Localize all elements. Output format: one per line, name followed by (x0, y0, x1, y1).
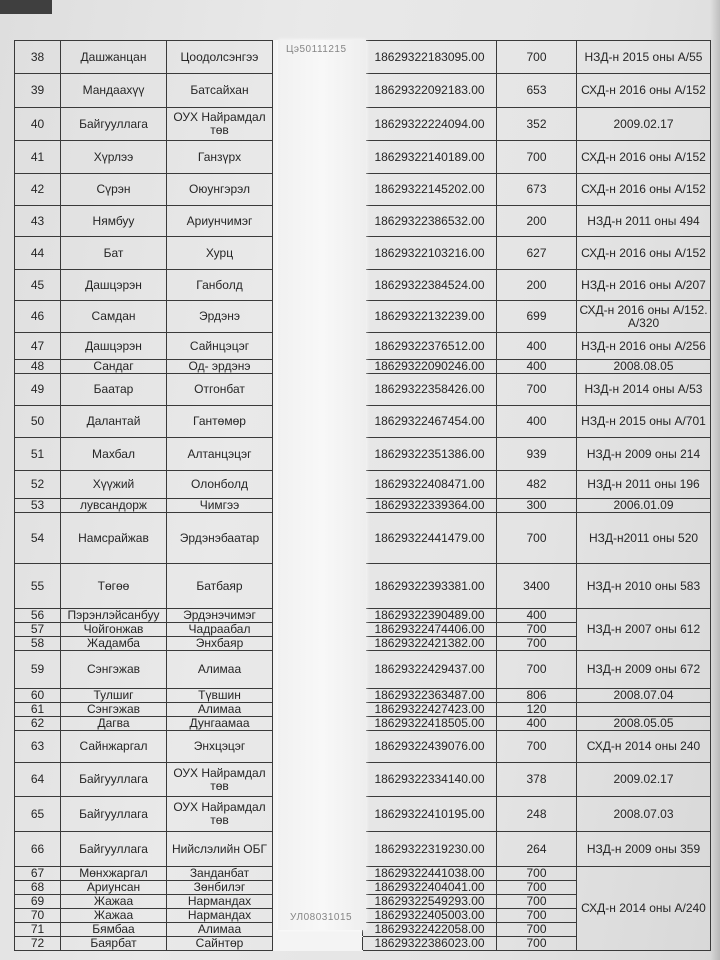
row-number-cell: 60 (15, 689, 61, 703)
name-cell: Эрдэнэбаатар (167, 513, 273, 564)
row-number-cell: 57 (15, 623, 61, 637)
amount-cell: 700 (497, 881, 577, 895)
amount-cell: 352 (497, 108, 577, 141)
redacted-id-cell (273, 937, 363, 951)
account-number-cell: 18629322410195.00 (363, 797, 497, 832)
account-number-cell: 18629322405003.00 (363, 909, 497, 923)
account-number-cell: 18629322351386.00 (363, 438, 497, 471)
decision-cell: НЗД-н2011 оны 520 (577, 513, 711, 564)
account-number-cell: 18629322404041.00 (363, 881, 497, 895)
name-cell: Гантөмөр (167, 406, 273, 438)
decision-cell: НЗД-н 2015 оны А/701 (577, 406, 711, 438)
account-number-cell: 18629322439076.00 (363, 731, 497, 763)
surname-cell: Сүрэн (61, 174, 167, 206)
amount-cell: 700 (497, 651, 577, 689)
row-number-cell: 70 (15, 909, 61, 923)
amount-cell: 700 (497, 141, 577, 174)
decision-cell: НЗД-н 2015 оны А/55 (577, 41, 711, 74)
surname-cell: Жадамба (61, 637, 167, 651)
name-cell: Батсайхан (167, 74, 273, 108)
row-number-cell: 44 (15, 237, 61, 270)
surname-cell: Нямбуу (61, 206, 167, 237)
surname-cell: Байгууллага (61, 108, 167, 141)
name-cell: Энхбаяр (167, 637, 273, 651)
decision-cell: НЗД-н 2009 оны 672 (577, 651, 711, 689)
name-cell: Чадраабал (167, 623, 273, 637)
name-cell: Цоодолсэнгээ (167, 41, 273, 74)
decision-cell: 2008.07.04 (577, 689, 711, 703)
name-cell: Отгонбат (167, 374, 273, 406)
amount-cell: 700 (497, 513, 577, 564)
name-cell: Ганзүрх (167, 141, 273, 174)
row-number-cell: 47 (15, 333, 61, 360)
amount-cell: 700 (497, 637, 577, 651)
row-number-cell: 48 (15, 360, 61, 374)
account-number-cell: 18629322474406.00 (363, 623, 497, 637)
surname-cell: Байгууллага (61, 797, 167, 832)
account-number-cell: 18629322339364.00 (363, 499, 497, 513)
decision-cell: НЗД-н 2009 оны 214 (577, 438, 711, 471)
decision-cell: 2008.07.03 (577, 797, 711, 832)
page-edge-shadow (710, 0, 720, 960)
account-number-cell: 18629322103216.00 (363, 237, 497, 270)
amount-cell: 700 (497, 867, 577, 881)
name-cell: Хурц (167, 237, 273, 270)
name-cell: Алимаа (167, 703, 273, 717)
name-cell: Олонболд (167, 471, 273, 499)
row-number-cell: 63 (15, 731, 61, 763)
decision-cell: НЗД-н 2009 оны 359 (577, 832, 711, 867)
account-number-cell: 18629322140189.00 (363, 141, 497, 174)
decision-cell: 2008.08.05 (577, 360, 711, 374)
decision-cell: СХД-н 2016 оны А/152 (577, 237, 711, 270)
name-cell: Түвшин (167, 689, 273, 703)
name-cell: Зөнбилэг (167, 881, 273, 895)
surname-cell: Дашцэрэн (61, 333, 167, 360)
amount-cell: 700 (497, 909, 577, 923)
decision-cell: НЗД-н 2011 оны 196 (577, 471, 711, 499)
amount-cell: 264 (497, 832, 577, 867)
surname-cell: Баярбат (61, 937, 167, 951)
account-number-cell: 18629322549293.00 (363, 895, 497, 909)
row-number-cell: 46 (15, 301, 61, 333)
account-number-cell: 18629322363487.00 (363, 689, 497, 703)
account-number-cell: 18629322358426.00 (363, 374, 497, 406)
row-number-cell: 54 (15, 513, 61, 564)
background-corner (0, 0, 52, 14)
row-number-cell: 59 (15, 651, 61, 689)
amount-cell: 700 (497, 937, 577, 951)
surname-cell: Сэнгэжав (61, 651, 167, 689)
amount-cell: 627 (497, 237, 577, 270)
name-cell: Нийслэлийн ОБГ (167, 832, 273, 867)
surname-cell: Дагва (61, 717, 167, 731)
surname-cell: Сэнгэжав (61, 703, 167, 717)
account-number-cell: 18629322467454.00 (363, 406, 497, 438)
row-number-cell: 53 (15, 499, 61, 513)
account-number-cell: 18629322319230.00 (363, 832, 497, 867)
amount-cell: 700 (497, 923, 577, 937)
account-number-cell: 18629322390489.00 (363, 609, 497, 623)
amount-cell: 700 (497, 41, 577, 74)
redacted-id-fragment-bottom: УЛ08031015 (290, 912, 353, 923)
row-number-cell: 45 (15, 270, 61, 301)
decision-cell: 2009.02.17 (577, 108, 711, 141)
decision-cell: СХД-н 2014 оны 240 (577, 731, 711, 763)
account-number-cell: 18629322145202.00 (363, 174, 497, 206)
amount-cell: 400 (497, 406, 577, 438)
account-number-cell: 18629322334140.00 (363, 763, 497, 797)
surname-cell: Далантай (61, 406, 167, 438)
surname-cell: Самдан (61, 301, 167, 333)
redaction-mask (278, 40, 366, 930)
name-cell: Оюунгэрэл (167, 174, 273, 206)
decision-cell: СХД-н 2016 оны А/152 (577, 141, 711, 174)
account-number-cell: 18629322386023.00 (363, 937, 497, 951)
amount-cell: 699 (497, 301, 577, 333)
name-cell: Батбаяр (167, 564, 273, 609)
amount-cell: 482 (497, 471, 577, 499)
surname-cell: Дашжанцан (61, 41, 167, 74)
surname-cell: Байгууллага (61, 832, 167, 867)
row-number-cell: 52 (15, 471, 61, 499)
amount-cell: 700 (497, 731, 577, 763)
name-cell: Ариунчимэг (167, 206, 273, 237)
account-number-cell: 18629322427423.00 (363, 703, 497, 717)
account-number-cell: 18629322429437.00 (363, 651, 497, 689)
surname-cell: Тулшиг (61, 689, 167, 703)
name-cell: Сайнцэцэг (167, 333, 273, 360)
name-cell: ОУХ Найрамдал төв (167, 763, 273, 797)
amount-cell: 806 (497, 689, 577, 703)
decision-cell: СХД-н 2016 оны А/152. А/320 (577, 301, 711, 333)
account-number-cell: 18629322386532.00 (363, 206, 497, 237)
amount-cell: 700 (497, 374, 577, 406)
decision-cell: НЗД-н 2014 оны А/53 (577, 374, 711, 406)
account-number-cell: 18629322376512.00 (363, 333, 497, 360)
account-number-cell: 18629322441038.00 (363, 867, 497, 881)
decision-cell-merged: СХД-н 2014 оны А/240 (577, 867, 711, 951)
name-cell: ОУХ Найрамдал төв (167, 797, 273, 832)
surname-cell: Жажаа (61, 895, 167, 909)
name-cell: Од- эрдэнэ (167, 360, 273, 374)
row-number-cell: 51 (15, 438, 61, 471)
surname-cell: Бямбаа (61, 923, 167, 937)
surname-cell: Мөнхжаргал (61, 867, 167, 881)
surname-cell: Төгөө (61, 564, 167, 609)
account-number-cell: 18629322393381.00 (363, 564, 497, 609)
account-number-cell: 18629322422058.00 (363, 923, 497, 937)
decision-cell-merged: НЗД-н 2007 оны 612 (577, 609, 711, 651)
name-cell: Дунгаамаа (167, 717, 273, 731)
decision-cell: СХД-н 2016 оны А/152 (577, 74, 711, 108)
row-number-cell: 39 (15, 74, 61, 108)
row-number-cell: 41 (15, 141, 61, 174)
surname-cell: лувсандорж (61, 499, 167, 513)
decision-cell: СХД-н 2016 оны А/152 (577, 174, 711, 206)
surname-cell: Жажаа (61, 909, 167, 923)
surname-cell: Мандаахүү (61, 74, 167, 108)
name-cell: Энхцэцэг (167, 731, 273, 763)
name-cell: Алтанцэцэг (167, 438, 273, 471)
amount-cell: 120 (497, 703, 577, 717)
amount-cell: 700 (497, 895, 577, 909)
surname-cell: Махбал (61, 438, 167, 471)
surname-cell: Чойгонжав (61, 623, 167, 637)
name-cell: Ганболд (167, 270, 273, 301)
name-cell: Нармандах (167, 895, 273, 909)
amount-cell: 673 (497, 174, 577, 206)
name-cell: Алимаа (167, 923, 273, 937)
row-number-cell: 49 (15, 374, 61, 406)
surname-cell: Бат (61, 237, 167, 270)
surname-cell: Хүрлээ (61, 141, 167, 174)
account-number-cell: 18629322224094.00 (363, 108, 497, 141)
name-cell: Нармандах (167, 909, 273, 923)
decision-cell: НЗД-н 2016 оны А/207 (577, 270, 711, 301)
row-number-cell: 69 (15, 895, 61, 909)
amount-cell: 248 (497, 797, 577, 832)
row-number-cell: 66 (15, 832, 61, 867)
row-number-cell: 56 (15, 609, 61, 623)
amount-cell: 3400 (497, 564, 577, 609)
row-number-cell: 40 (15, 108, 61, 141)
surname-cell: Сайнжаргал (61, 731, 167, 763)
name-cell: Чимгээ (167, 499, 273, 513)
row-number-cell: 64 (15, 763, 61, 797)
account-number-cell: 18629322418505.00 (363, 717, 497, 731)
row-number-cell: 62 (15, 717, 61, 731)
surname-cell: Хүүжий (61, 471, 167, 499)
account-number-cell: 18629322090246.00 (363, 360, 497, 374)
row-number-cell: 58 (15, 637, 61, 651)
account-number-cell: 18629322092183.00 (363, 74, 497, 108)
row-number-cell: 38 (15, 41, 61, 74)
amount-cell: 400 (497, 717, 577, 731)
amount-cell: 378 (497, 763, 577, 797)
name-cell: Эрдэнэ (167, 301, 273, 333)
row-number-cell: 61 (15, 703, 61, 717)
row-number-cell: 68 (15, 881, 61, 895)
row-number-cell: 42 (15, 174, 61, 206)
row-number-cell: 67 (15, 867, 61, 881)
decision-cell: 2009.02.17 (577, 763, 711, 797)
name-cell: Занданбат (167, 867, 273, 881)
decision-cell: 2006.01.09 (577, 499, 711, 513)
account-number-cell: 18629322441479.00 (363, 513, 497, 564)
decision-cell: НЗД-н 2016 оны А/256 (577, 333, 711, 360)
decision-cell: 2008.05.05 (577, 717, 711, 731)
name-cell: Эрдэнэчимэг (167, 609, 273, 623)
name-cell: Сайнтөр (167, 937, 273, 951)
name-cell: ОУХ Найрамдал төв (167, 108, 273, 141)
surname-cell: Пэрэнлэйсанбуу (61, 609, 167, 623)
surname-cell: Намсрайжав (61, 513, 167, 564)
account-number-cell: 18629322183095.00 (363, 41, 497, 74)
row-number-cell: 71 (15, 923, 61, 937)
account-number-cell: 18629322384524.00 (363, 270, 497, 301)
decision-cell: НЗД-н 2010 оны 583 (577, 564, 711, 609)
surname-cell: Байгууллага (61, 763, 167, 797)
surname-cell: Ариунсан (61, 881, 167, 895)
amount-cell: 200 (497, 206, 577, 237)
surname-cell: Сандаг (61, 360, 167, 374)
row-number-cell: 43 (15, 206, 61, 237)
amount-cell: 400 (497, 333, 577, 360)
amount-cell: 200 (497, 270, 577, 301)
decision-cell: НЗД-н 2011 оны 494 (577, 206, 711, 237)
amount-cell: 400 (497, 360, 577, 374)
surname-cell: Дашцэрэн (61, 270, 167, 301)
name-cell: Алимаа (167, 651, 273, 689)
row-number-cell: 55 (15, 564, 61, 609)
amount-cell: 300 (497, 499, 577, 513)
row-number-cell: 72 (15, 937, 61, 951)
amount-cell: 700 (497, 623, 577, 637)
account-number-cell: 18629322132239.00 (363, 301, 497, 333)
amount-cell: 653 (497, 74, 577, 108)
row-number-cell: 50 (15, 406, 61, 438)
account-number-cell: 18629322408471.00 (363, 471, 497, 499)
redacted-id-fragment-top: Цэ50111215 (286, 44, 347, 55)
row-number-cell: 65 (15, 797, 61, 832)
amount-cell: 400 (497, 609, 577, 623)
account-number-cell: 18629322421382.00 (363, 637, 497, 651)
amount-cell: 939 (497, 438, 577, 471)
decision-cell (577, 703, 711, 717)
surname-cell: Баатар (61, 374, 167, 406)
